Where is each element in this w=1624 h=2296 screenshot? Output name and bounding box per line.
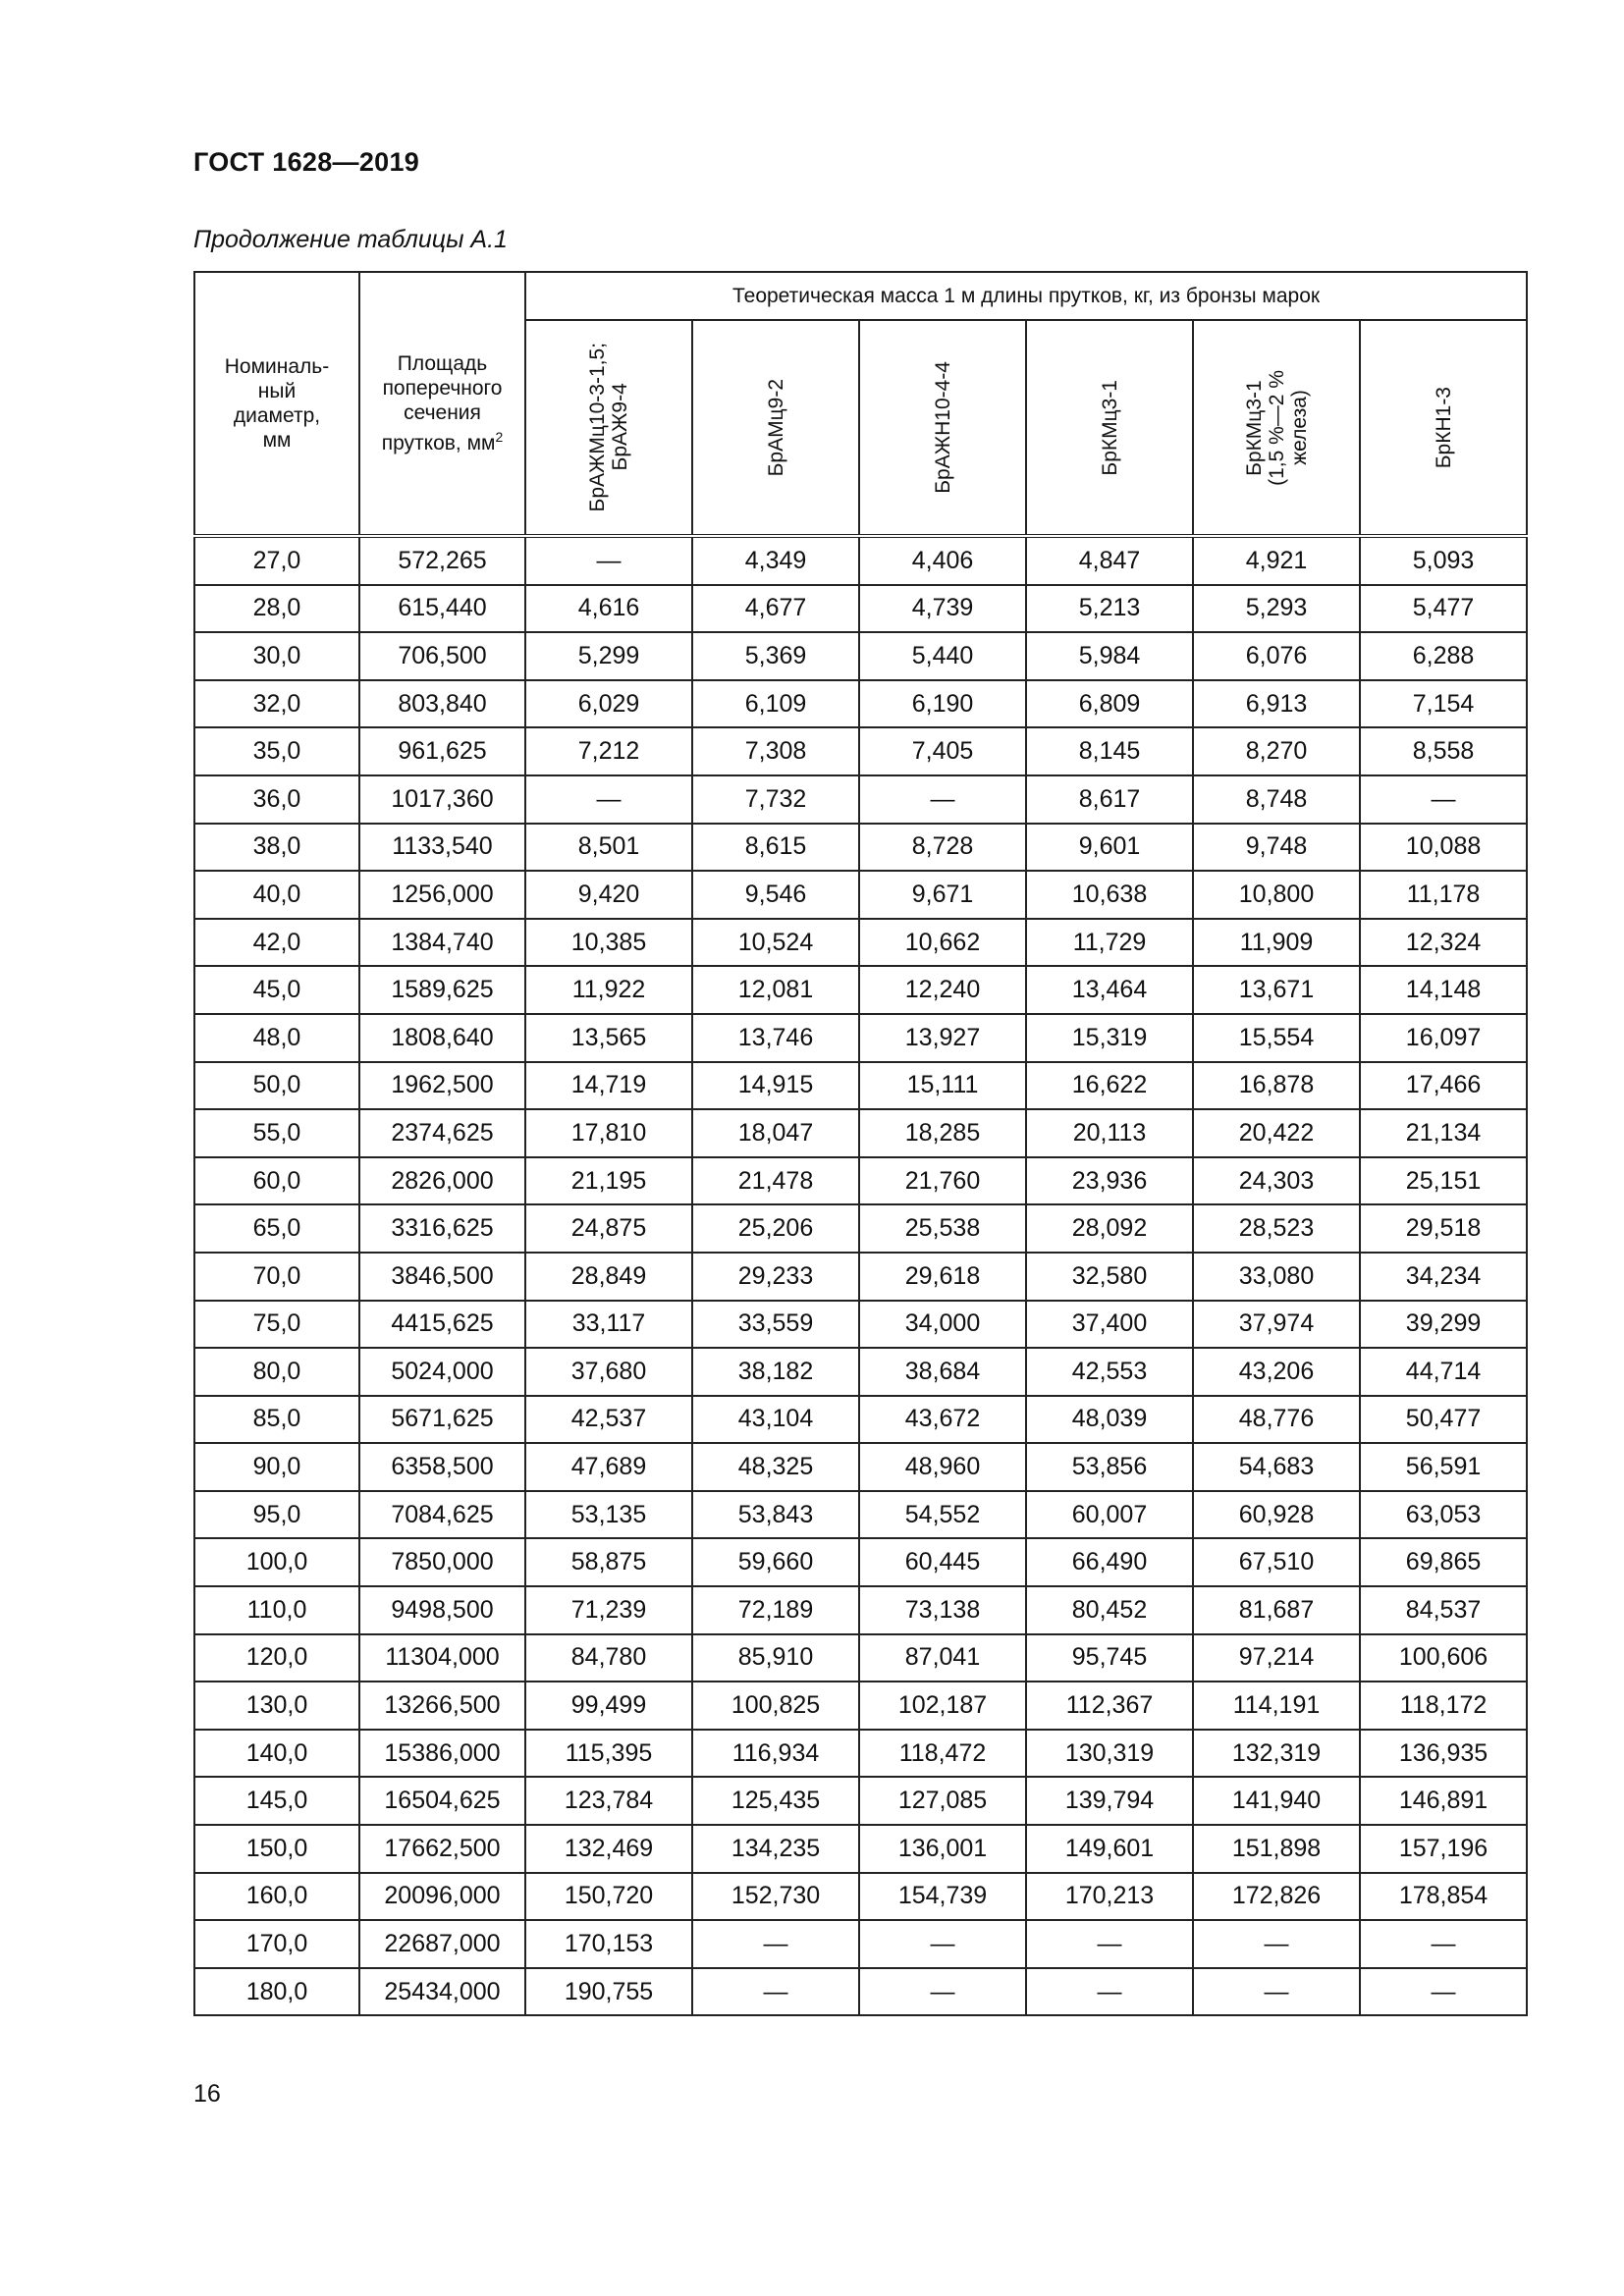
table-cell: 150,0 [194, 1825, 359, 1873]
table-row [194, 1491, 1527, 1539]
table-cell: 29,233 [692, 1253, 859, 1301]
table-cell: 130,319 [1026, 1730, 1193, 1778]
page-number: 16 [193, 2080, 221, 2108]
table-cell: 11,178 [1360, 871, 1527, 919]
header-grade-3: БрАЖН10-4-4 [859, 320, 1026, 536]
mass-table [193, 271, 1528, 2016]
table-cell: 5,213 [1026, 585, 1193, 633]
table-cell: 6,109 [692, 680, 859, 728]
table-cell: 50,477 [1360, 1396, 1527, 1444]
table-cell: 95,0 [194, 1491, 359, 1539]
table-cell: 10,662 [859, 919, 1026, 967]
table-row [194, 775, 1527, 824]
table-cell: 58,875 [525, 1538, 692, 1586]
table-cell: 48,0 [194, 1014, 359, 1062]
table-cell: 48,960 [859, 1443, 1026, 1491]
table-cell: 60,445 [859, 1538, 1026, 1586]
table-cell: 73,138 [859, 1586, 1026, 1634]
table-cell: 9,748 [1193, 824, 1360, 872]
table-cell: 6358,500 [359, 1443, 525, 1491]
table-cell: — [692, 1968, 859, 2016]
table-cell: 21,134 [1360, 1109, 1527, 1157]
table-cell: 99,499 [525, 1682, 692, 1730]
table-cell: 33,117 [525, 1301, 692, 1349]
table-cell: 30,0 [194, 632, 359, 680]
table-cell: 8,145 [1026, 727, 1193, 775]
table-cell: 81,687 [1193, 1586, 1360, 1634]
table-cell: 15,111 [859, 1062, 1026, 1110]
table-cell: 112,367 [1026, 1682, 1193, 1730]
table-cell: 17662,500 [359, 1825, 525, 1873]
table-cell: 4,739 [859, 585, 1026, 633]
table-cell: 1384,740 [359, 919, 525, 967]
table-cell: 4,616 [525, 585, 692, 633]
table-cell: 34,000 [859, 1301, 1026, 1349]
table-cell: 9,601 [1026, 824, 1193, 872]
table-cell: 9,420 [525, 871, 692, 919]
table-cell: 66,490 [1026, 1538, 1193, 1586]
table-cell: 14,148 [1360, 966, 1527, 1014]
table-cell: 72,189 [692, 1586, 859, 1634]
table-row [194, 1586, 1527, 1634]
header-grade-1: БрАЖМц10-3-1,5; БрАЖ9-4 [525, 320, 692, 536]
table-cell: 16,878 [1193, 1062, 1360, 1110]
table-cell: 1808,640 [359, 1014, 525, 1062]
table-cell: 29,618 [859, 1253, 1026, 1301]
table-cell: 1017,360 [359, 775, 525, 824]
table-cell: 34,234 [1360, 1253, 1527, 1301]
table-cell: 13,746 [692, 1014, 859, 1062]
table-cell: 100,606 [1360, 1634, 1527, 1682]
table-cell: 84,780 [525, 1634, 692, 1682]
table-row [194, 824, 1527, 872]
table-cell: 17,466 [1360, 1062, 1527, 1110]
table-cell: 37,974 [1193, 1301, 1360, 1349]
table-cell: 8,617 [1026, 775, 1193, 824]
table-cell: 5,299 [525, 632, 692, 680]
table-cell: 7,405 [859, 727, 1026, 775]
table-cell: — [1193, 1968, 1360, 2016]
table-cell: 5024,000 [359, 1348, 525, 1396]
table-cell: 152,730 [692, 1873, 859, 1921]
table-cell: 60,0 [194, 1157, 359, 1205]
table-cell: 120,0 [194, 1634, 359, 1682]
table-cell: 134,235 [692, 1825, 859, 1873]
table-cell: 24,303 [1193, 1157, 1360, 1205]
table-cell: — [859, 775, 1026, 824]
table-cell: 116,934 [692, 1730, 859, 1778]
table-cell: 961,625 [359, 727, 525, 775]
table-cell: 42,0 [194, 919, 359, 967]
table-cell: 115,395 [525, 1730, 692, 1778]
table-cell: 90,0 [194, 1443, 359, 1491]
table-cell: 43,206 [1193, 1348, 1360, 1396]
table-cell: 7,308 [692, 727, 859, 775]
table-row [194, 1109, 1527, 1157]
table-row [194, 919, 1527, 967]
table-cell: 154,739 [859, 1873, 1026, 1921]
table-cell: 7,154 [1360, 680, 1527, 728]
table-cell: 13,927 [859, 1014, 1026, 1062]
table-cell: 140,0 [194, 1730, 359, 1778]
table-cell: 12,240 [859, 966, 1026, 1014]
table-cell: 14,915 [692, 1062, 859, 1110]
table-cell: 48,325 [692, 1443, 859, 1491]
table-row [194, 536, 1527, 585]
table-cell: 48,039 [1026, 1396, 1193, 1444]
table-row [194, 1968, 1527, 2016]
table-cell: 36,0 [194, 775, 359, 824]
table-cell: 25,206 [692, 1204, 859, 1253]
table-cell: 23,936 [1026, 1157, 1193, 1205]
table-cell: 9,546 [692, 871, 859, 919]
table-cell: 145,0 [194, 1777, 359, 1825]
table-cell: 170,0 [194, 1920, 359, 1968]
table-cell: 151,898 [1193, 1825, 1360, 1873]
table-cell: — [1360, 775, 1527, 824]
table-row [194, 1538, 1527, 1586]
table-cell: 10,088 [1360, 824, 1527, 872]
table-cell: 136,001 [859, 1825, 1026, 1873]
table-cell: — [1026, 1920, 1193, 1968]
table-cell: 8,270 [1193, 727, 1360, 775]
header-nominal-diameter: Номиналь- ный диаметр, мм [194, 272, 359, 536]
table-cell: 7850,000 [359, 1538, 525, 1586]
table-row [194, 632, 1527, 680]
table-cell: 85,910 [692, 1634, 859, 1682]
table-cell: 11304,000 [359, 1634, 525, 1682]
table-cell: 87,041 [859, 1634, 1026, 1682]
table-row [194, 1920, 1527, 1968]
table-row [194, 966, 1527, 1014]
table-cell: 4,349 [692, 536, 859, 585]
table-cell: 50,0 [194, 1062, 359, 1110]
table-cell: 84,537 [1360, 1586, 1527, 1634]
table-cell: 4,921 [1193, 536, 1360, 585]
table-cell: 33,080 [1193, 1253, 1360, 1301]
table-cell: 69,865 [1360, 1538, 1527, 1586]
table-caption: Продолжение таблицы А.1 [193, 226, 508, 253]
table-cell: 85,0 [194, 1396, 359, 1444]
table-cell: 20096,000 [359, 1873, 525, 1921]
table-cell: 6,076 [1193, 632, 1360, 680]
table-row [194, 727, 1527, 775]
table-cell: 67,510 [1193, 1538, 1360, 1586]
table-row [194, 680, 1527, 728]
table-cell: 75,0 [194, 1301, 359, 1349]
table-cell: 25,151 [1360, 1157, 1527, 1205]
table-cell: 15386,000 [359, 1730, 525, 1778]
table-row [194, 1204, 1527, 1253]
table-cell: 150,720 [525, 1873, 692, 1921]
table-cell: 37,400 [1026, 1301, 1193, 1349]
table-row [194, 1157, 1527, 1205]
table-cell: 102,187 [859, 1682, 1026, 1730]
table-cell: 38,684 [859, 1348, 1026, 1396]
table-cell: 6,913 [1193, 680, 1360, 728]
table-cell: 44,714 [1360, 1348, 1527, 1396]
table-cell: 110,0 [194, 1586, 359, 1634]
table-cell: 2374,625 [359, 1109, 525, 1157]
table-cell: 17,810 [525, 1109, 692, 1157]
table-cell: 27,0 [194, 536, 359, 585]
table-cell: 136,935 [1360, 1730, 1527, 1778]
table-cell: 1256,000 [359, 871, 525, 919]
table-cell: 18,285 [859, 1109, 1026, 1157]
table-row [194, 1301, 1527, 1349]
table-cell: 16,622 [1026, 1062, 1193, 1110]
table-cell: 6,288 [1360, 632, 1527, 680]
table-cell: 132,319 [1193, 1730, 1360, 1778]
table-row [194, 1062, 1527, 1110]
table-cell: 13266,500 [359, 1682, 525, 1730]
table-cell: 29,518 [1360, 1204, 1527, 1253]
table-cell: 8,558 [1360, 727, 1527, 775]
table-cell: 20,422 [1193, 1109, 1360, 1157]
table-cell: 15,554 [1193, 1014, 1360, 1062]
table-cell: 4,847 [1026, 536, 1193, 585]
header-grade-5: БрКМц3-1 (1,5 %—2 % железа) [1193, 320, 1360, 536]
table-cell: 16504,625 [359, 1777, 525, 1825]
table-cell: 56,591 [1360, 1443, 1527, 1491]
table-cell: 20,113 [1026, 1109, 1193, 1157]
table-cell: 13,671 [1193, 966, 1360, 1014]
table-cell: 97,214 [1193, 1634, 1360, 1682]
table-row [194, 1682, 1527, 1730]
table-cell: 157,196 [1360, 1825, 1527, 1873]
table-cell: 33,559 [692, 1301, 859, 1349]
table-cell: 22687,000 [359, 1920, 525, 1968]
table-row [194, 1348, 1527, 1396]
table-cell: 7,732 [692, 775, 859, 824]
table-cell: 63,053 [1360, 1491, 1527, 1539]
table-cell: 53,856 [1026, 1443, 1193, 1491]
table-cell: 5,477 [1360, 585, 1527, 633]
table-cell: 59,660 [692, 1538, 859, 1586]
table-cell: 60,928 [1193, 1491, 1360, 1539]
table-cell: 146,891 [1360, 1777, 1527, 1825]
table-cell: 170,213 [1026, 1873, 1193, 1921]
table-cell: 71,239 [525, 1586, 692, 1634]
table-cell: 4,406 [859, 536, 1026, 585]
table-cell: 25434,000 [359, 1968, 525, 2016]
table-cell: 60,007 [1026, 1491, 1193, 1539]
table-cell: 80,0 [194, 1348, 359, 1396]
table-cell: 10,800 [1193, 871, 1360, 919]
table-cell: 21,478 [692, 1157, 859, 1205]
table-cell: — [859, 1920, 1026, 1968]
header-grade-4: БрКМц3-1 [1026, 320, 1193, 536]
table-cell: 25,538 [859, 1204, 1026, 1253]
table-cell: — [1360, 1968, 1527, 2016]
table-cell: 80,452 [1026, 1586, 1193, 1634]
table-row [194, 1777, 1527, 1825]
table-cell: 10,638 [1026, 871, 1193, 919]
table-cell: 35,0 [194, 727, 359, 775]
table-cell: 5,293 [1193, 585, 1360, 633]
table-cell: 5671,625 [359, 1396, 525, 1444]
table-row [194, 871, 1527, 919]
table-row [194, 1873, 1527, 1921]
table-cell: 28,0 [194, 585, 359, 633]
table-cell: 54,683 [1193, 1443, 1360, 1491]
table-cell: 54,552 [859, 1491, 1026, 1539]
table-cell: 28,092 [1026, 1204, 1193, 1253]
table-cell: 65,0 [194, 1204, 359, 1253]
table-row [194, 1634, 1527, 1682]
table-cell: 7084,625 [359, 1491, 525, 1539]
table-cell: 47,689 [525, 1443, 692, 1491]
table-cell: 1962,500 [359, 1062, 525, 1110]
table-cell: 132,469 [525, 1825, 692, 1873]
table-cell: 114,191 [1193, 1682, 1360, 1730]
table-cell: 13,464 [1026, 966, 1193, 1014]
document-header: ГОСТ 1628—2019 [193, 147, 420, 177]
table-cell: 15,319 [1026, 1014, 1193, 1062]
table-cell: 32,580 [1026, 1253, 1193, 1301]
table-cell: 6,029 [525, 680, 692, 728]
table-cell: 5,440 [859, 632, 1026, 680]
table-cell: — [525, 536, 692, 585]
table-cell: 1133,540 [359, 824, 525, 872]
table-cell: 32,0 [194, 680, 359, 728]
table-row [194, 585, 1527, 633]
header-cross-section-area: Площадь поперечного сечения прутков, $мм^2$ [359, 272, 525, 536]
table-cell: 16,097 [1360, 1014, 1527, 1062]
table-cell: 125,435 [692, 1777, 859, 1825]
table-cell: 3316,625 [359, 1204, 525, 1253]
table-cell: 28,523 [1193, 1204, 1360, 1253]
table-cell: 38,182 [692, 1348, 859, 1396]
table-cell: 130,0 [194, 1682, 359, 1730]
table-cell: 43,104 [692, 1396, 859, 1444]
table-cell: 53,843 [692, 1491, 859, 1539]
table-cell: — [1360, 1920, 1527, 1968]
table-cell: 28,849 [525, 1253, 692, 1301]
table-cell: 9498,500 [359, 1586, 525, 1634]
table-cell: 45,0 [194, 966, 359, 1014]
table-cell: 5,093 [1360, 536, 1527, 585]
table-body [194, 536, 1527, 2015]
table-cell: 4415,625 [359, 1301, 525, 1349]
table-cell: 21,760 [859, 1157, 1026, 1205]
table-cell: 5,369 [692, 632, 859, 680]
table-cell: 123,784 [525, 1777, 692, 1825]
table-cell: 127,085 [859, 1777, 1026, 1825]
table-row [194, 1253, 1527, 1301]
table-cell: 37,680 [525, 1348, 692, 1396]
table-cell: 42,537 [525, 1396, 692, 1444]
table-cell: 70,0 [194, 1253, 359, 1301]
table-cell: 706,500 [359, 632, 525, 680]
table-cell: 615,440 [359, 585, 525, 633]
table-cell: 11,909 [1193, 919, 1360, 967]
table-cell: — [525, 775, 692, 824]
table-cell: 8,728 [859, 824, 1026, 872]
table-cell: 100,825 [692, 1682, 859, 1730]
table-row [194, 1730, 1527, 1778]
table-cell: 172,826 [1193, 1873, 1360, 1921]
table-cell: 160,0 [194, 1873, 359, 1921]
table-cell: 141,940 [1193, 1777, 1360, 1825]
table-cell: 178,854 [1360, 1873, 1527, 1921]
table-row [194, 1443, 1527, 1491]
table-cell: 6,190 [859, 680, 1026, 728]
table-cell: 8,615 [692, 824, 859, 872]
table-cell: 14,719 [525, 1062, 692, 1110]
table-cell: 12,081 [692, 966, 859, 1014]
table-cell: 39,299 [1360, 1301, 1527, 1349]
table-row [194, 1396, 1527, 1444]
table-cell: — [692, 1920, 859, 1968]
table-cell: 4,677 [692, 585, 859, 633]
table-cell: 8,501 [525, 824, 692, 872]
table-cell: 24,875 [525, 1204, 692, 1253]
header-theoretical-mass: Теоретическая масса 1 м длины прутков, кг, из бронзы марок [525, 272, 1527, 320]
table-cell: 10,385 [525, 919, 692, 967]
table-row [194, 1825, 1527, 1873]
table-cell: 48,776 [1193, 1396, 1360, 1444]
table-cell: — [859, 1968, 1026, 2016]
table-cell: 9,671 [859, 871, 1026, 919]
table-cell: 190,755 [525, 1968, 692, 2016]
table-cell: 149,601 [1026, 1825, 1193, 1873]
table-cell: 40,0 [194, 871, 359, 919]
table-cell: 42,553 [1026, 1348, 1193, 1396]
table-cell: 13,565 [525, 1014, 692, 1062]
table-cell: 180,0 [194, 1968, 359, 2016]
table-row [194, 1014, 1527, 1062]
table-cell: — [1193, 1920, 1360, 1968]
table-cell: 8,748 [1193, 775, 1360, 824]
table-cell: 53,135 [525, 1491, 692, 1539]
header-grade-6: БрКН1-3 [1360, 320, 1527, 536]
table-cell: 38,0 [194, 824, 359, 872]
table-cell: 572,265 [359, 536, 525, 585]
table-cell: 100,0 [194, 1538, 359, 1586]
table-cell: 10,524 [692, 919, 859, 967]
table-cell: 3846,500 [359, 1253, 525, 1301]
table-cell: 18,047 [692, 1109, 859, 1157]
table-cell: — [1026, 1968, 1193, 2016]
table-cell: 95,745 [1026, 1634, 1193, 1682]
table-cell: 139,794 [1026, 1777, 1193, 1825]
table-cell: 43,672 [859, 1396, 1026, 1444]
table-cell: 118,172 [1360, 1682, 1527, 1730]
table-cell: 11,729 [1026, 919, 1193, 967]
header-grade-2: БрАМц9-2 [692, 320, 859, 536]
table-cell: 803,840 [359, 680, 525, 728]
table-cell: 170,153 [525, 1920, 692, 1968]
table-cell: 1589,625 [359, 966, 525, 1014]
table-cell: 5,984 [1026, 632, 1193, 680]
table-cell: 55,0 [194, 1109, 359, 1157]
table-cell: 2826,000 [359, 1157, 525, 1205]
table-cell: 11,922 [525, 966, 692, 1014]
table-cell: 118,472 [859, 1730, 1026, 1778]
table-cell: 6,809 [1026, 680, 1193, 728]
table-cell: 21,195 [525, 1157, 692, 1205]
table-cell: 7,212 [525, 727, 692, 775]
table-cell: 12,324 [1360, 919, 1527, 967]
